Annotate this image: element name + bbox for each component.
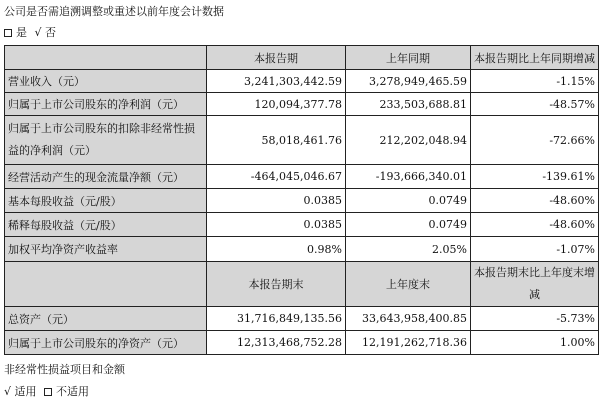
previous-value: 33,643,958,400.85 <box>346 307 471 331</box>
current-value: 58,018,461.76 <box>207 116 346 165</box>
current-value: 12,313,468,752.28 <box>207 331 346 355</box>
header-cell: 上年同期 <box>346 46 471 70</box>
row-label: 归属于上市公司股东的扣除非经常性损益的净利润（元） <box>5 116 207 165</box>
check-icon: √ <box>34 26 42 39</box>
row-label: 基本每股收益（元/股） <box>5 189 207 213</box>
change-value: -48.60% <box>471 213 599 237</box>
previous-value: 12,191,262,718.36 <box>346 331 471 355</box>
change-value: -48.57% <box>471 93 599 116</box>
restate-options <box>4 24 56 40</box>
current-value: 31,716,849,135.56 <box>207 307 346 331</box>
table-row <box>5 93 599 116</box>
row-label: 营业收入（元） <box>5 70 207 93</box>
table-row <box>5 331 599 355</box>
row-label: 稀释每股收益（元/股） <box>5 213 207 237</box>
change-value: -1.15% <box>471 70 599 93</box>
current-value: 0.0385 <box>207 189 346 213</box>
table-row <box>5 189 599 213</box>
financial-data-table <box>4 45 599 355</box>
current-value: -464,045,046.67 <box>207 165 346 189</box>
option-no: 否 <box>45 26 57 39</box>
check-icon: √ <box>4 385 12 398</box>
row-label: 归属于上市公司股东的净利润（元） <box>5 93 207 116</box>
table-row <box>5 165 599 189</box>
table-row <box>5 70 599 93</box>
previous-value: 2.05% <box>346 237 471 262</box>
change-value: -139.61% <box>471 165 599 189</box>
header-cell: 本报告期末比上年度末增减 <box>471 262 599 307</box>
change-value: -5.73% <box>471 307 599 331</box>
table-header-row <box>5 46 599 70</box>
current-value: 0.0385 <box>207 213 346 237</box>
header-cell: 上年度末 <box>346 262 471 307</box>
applicable-options <box>4 383 89 399</box>
checkbox-not-applicable[interactable] <box>44 388 52 396</box>
header-cell: 本报告期 <box>207 46 346 70</box>
checkbox-yes[interactable] <box>4 29 12 37</box>
table-row <box>5 307 599 331</box>
previous-value: 233,503,688.81 <box>346 93 471 116</box>
header-cell: 本报告期比上年同期增减 <box>471 46 599 70</box>
table-row <box>5 237 599 262</box>
previous-value: -193,666,340.01 <box>346 165 471 189</box>
row-label: 总资产（元） <box>5 307 207 331</box>
section-title: 公司是否需追溯调整或重述以前年度会计数据 <box>4 5 224 18</box>
header-blank <box>5 262 207 307</box>
option-not-applicable: 不适用 <box>56 385 90 398</box>
current-value: 120,094,377.78 <box>207 93 346 116</box>
change-value: -1.07% <box>471 237 599 262</box>
footer-title: 非经常性损益项目和金额 <box>4 363 125 376</box>
row-label: 加权平均净资产收益率 <box>5 237 207 262</box>
table-row <box>5 116 599 165</box>
header-cell: 本报告期末 <box>207 262 346 307</box>
current-value: 3,241,303,442.59 <box>207 70 346 93</box>
previous-value: 0.0749 <box>346 213 471 237</box>
previous-value: 0.0749 <box>346 189 471 213</box>
change-value: -48.60% <box>471 189 599 213</box>
option-applicable: 适用 <box>14 385 37 398</box>
row-label: 归属于上市公司股东的净资产（元） <box>5 331 207 355</box>
previous-value: 212,202,048.94 <box>346 116 471 165</box>
change-value: -72.66% <box>471 116 599 165</box>
table-header-row <box>5 262 599 307</box>
row-label: 经营活动产生的现金流量净额（元） <box>5 165 207 189</box>
change-value: 1.00% <box>471 331 599 355</box>
option-yes: 是 <box>16 26 27 39</box>
header-blank <box>5 46 207 70</box>
current-value: 0.98% <box>207 237 346 262</box>
previous-value: 3,278,949,465.59 <box>346 70 471 93</box>
table-row <box>5 213 599 237</box>
